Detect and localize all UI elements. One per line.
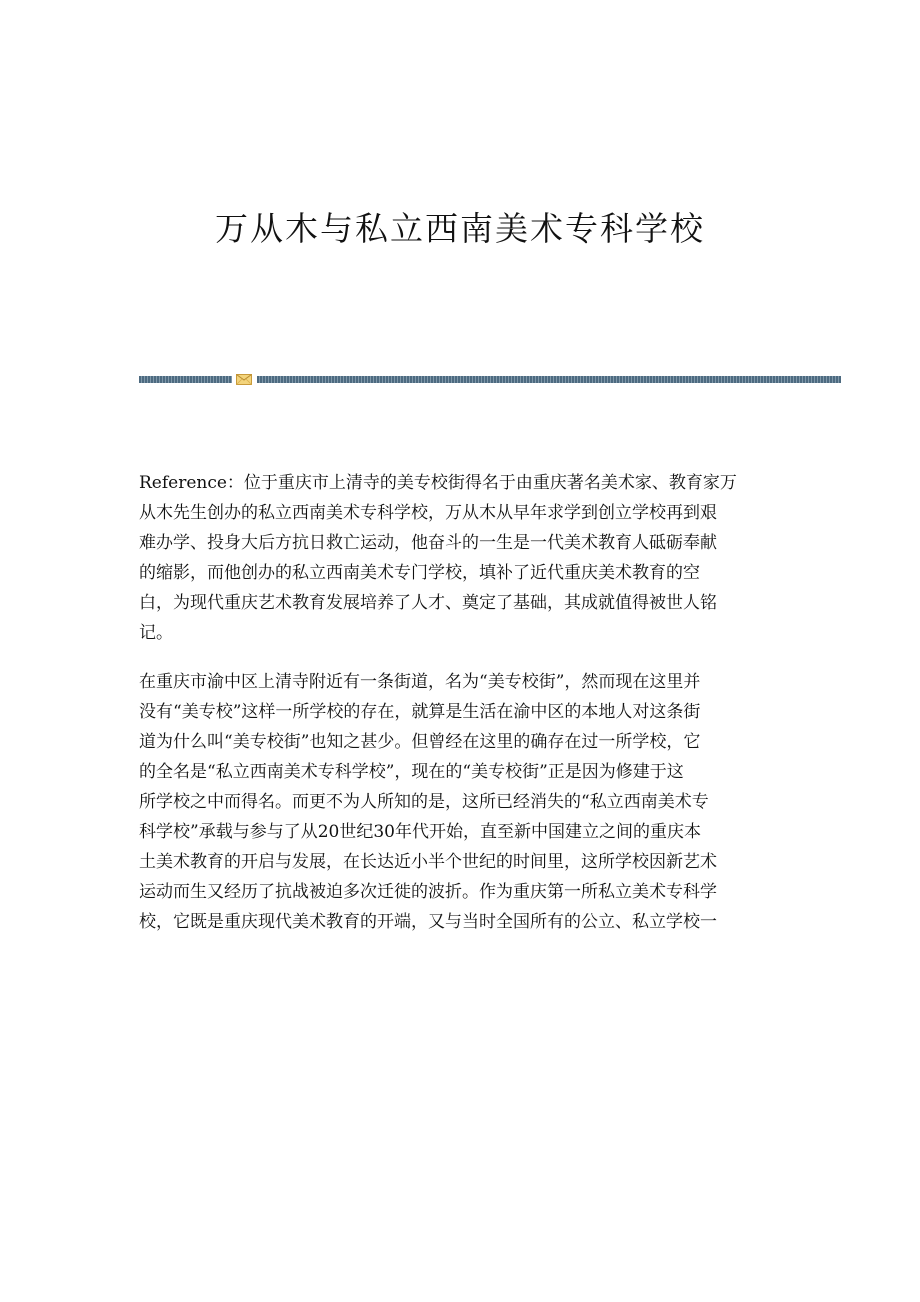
text-line: 土美术教育的开启与发展，在长达近小半个世纪的时间里，这所学校因新艺术	[139, 852, 717, 872]
text-line: 难办学、投身大后方抗日救亡运动，他奋斗的一生是一代美术教育人砥砺奉献	[139, 533, 717, 553]
text-line: 所学校之中而得名。而更不为人所知的是，这所已经消失的“私立西南美术专	[139, 792, 709, 812]
document-body	[139, 468, 780, 956]
envelope-icon	[236, 374, 252, 385]
paragraph-intro	[139, 667, 780, 937]
paragraph-abstract	[139, 468, 780, 648]
text-line: 白，为现代重庆艺术教育发展培养了人才、奠定了基础，其成就值得被世人铭	[139, 593, 717, 613]
text-line: 校，它既是重庆现代美术教育的开端，又与当时全国所有的公立、私立学校一	[139, 912, 717, 932]
text-line: 在重庆市渝中区上清寺附近有一条街道，名为“美专校街”，然而现在这里并	[139, 672, 701, 692]
title-divider	[139, 374, 841, 386]
text-line: 运动而生又经历了抗战被迫多次迁徙的波折。作为重庆第一所私立美术专科学	[139, 882, 717, 902]
divider-right-segment	[257, 376, 841, 383]
text-line: 的全名是“私立西南美术专科学校”，现在的“美专校街”正是因为修建于这	[139, 762, 684, 782]
text-line: 科学校”承载与参与了从20世纪30年代开始，直至新中国建立之间的重庆本	[139, 822, 701, 842]
text-line: 记。	[139, 623, 173, 643]
text-line: 没有“美专校”这样一所学校的存在，就算是生活在渝中区的本地人对这条街	[139, 702, 701, 722]
document-title: 万从木与私立西南美术专科学校	[215, 209, 705, 248]
text-line: Reference：位于重庆市上清寺的美专校街得名于由重庆著名美术家、教育家万	[139, 473, 737, 493]
text-line: 的缩影，而他创办的私立西南美术专门学校，填补了近代重庆美术教育的空	[139, 563, 700, 583]
text-line: 道为什么叫“美专校街”也知之甚少。但曾经在这里的确存在过一所学校，它	[139, 732, 701, 752]
text-line: 从木先生创办的私立西南美术专科学校，万从木从早年求学到创立学校再到艰	[139, 503, 717, 523]
divider-left-segment	[139, 376, 232, 383]
